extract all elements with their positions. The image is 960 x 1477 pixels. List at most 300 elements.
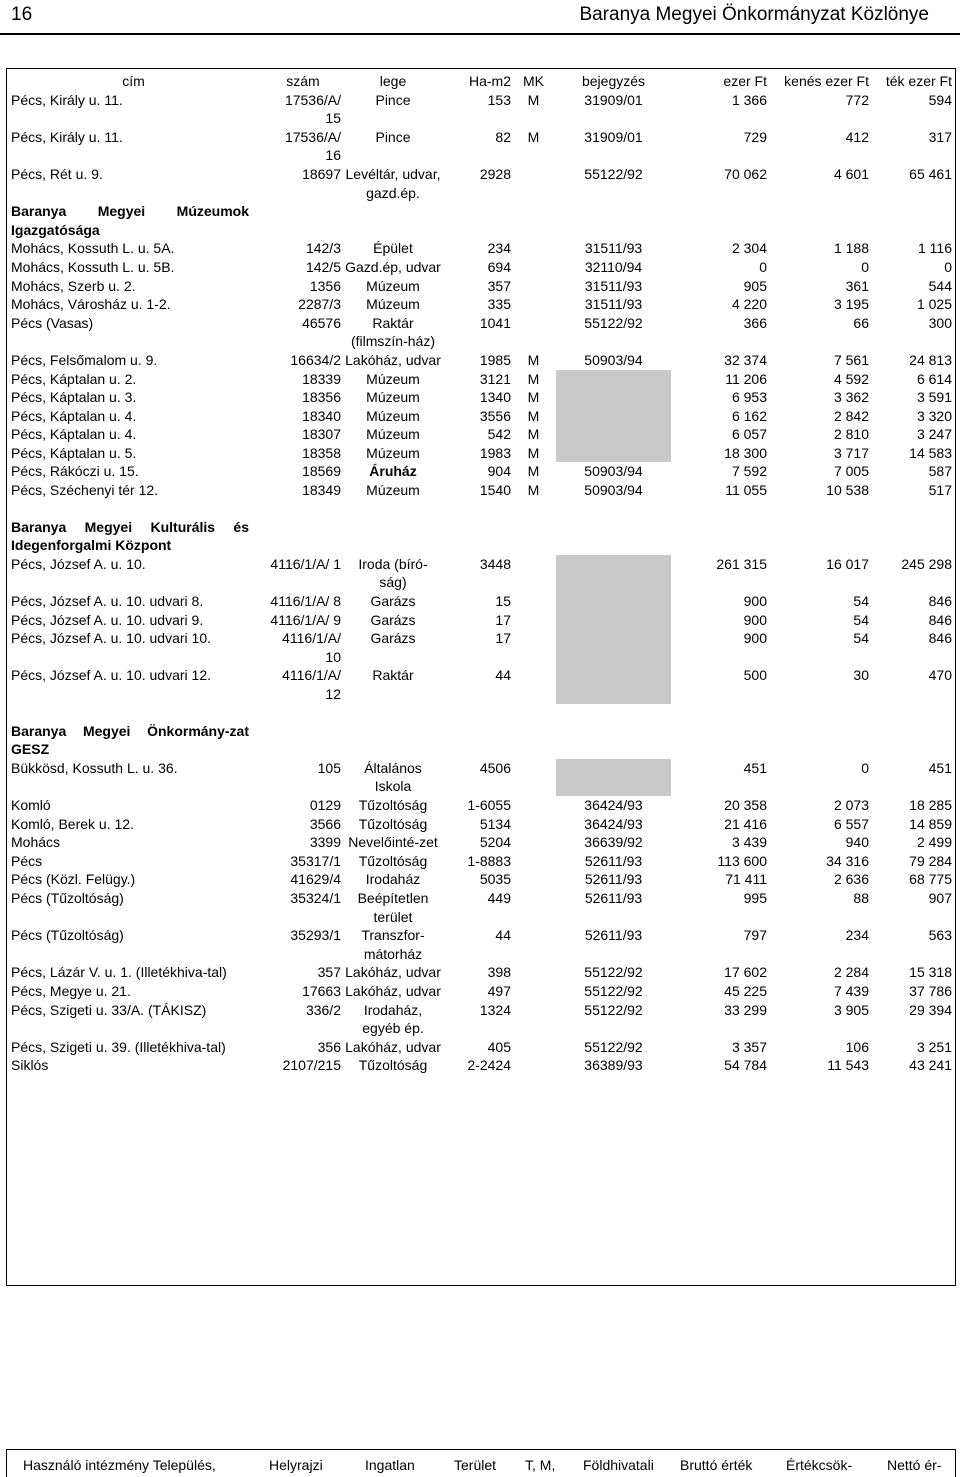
cell-szam: 356 bbox=[317, 1038, 341, 1055]
cell-ezer-ft: 0 bbox=[759, 258, 767, 275]
table-row bbox=[6, 759, 956, 796]
cell-szam: 18349 bbox=[302, 482, 341, 499]
cell-ezer-ft: 4 220 bbox=[731, 296, 767, 313]
empty-cell bbox=[671, 518, 771, 555]
cell-lege: Múzeum bbox=[366, 426, 420, 443]
cell-lege: Garázs bbox=[370, 593, 416, 610]
cell-lege: Gazd.ép, udvar bbox=[345, 258, 441, 275]
cell-mk bbox=[511, 982, 556, 1001]
cell-lege: Garázs bbox=[370, 611, 416, 628]
cell-tek: 37 786 bbox=[909, 982, 952, 999]
cell-mk bbox=[511, 963, 556, 982]
table-row bbox=[6, 833, 956, 852]
cell-ezer-ft: 2 304 bbox=[731, 240, 767, 257]
empty-cell bbox=[871, 722, 956, 759]
cell-ha-m2: 694 bbox=[487, 258, 511, 275]
cell-szam: 35324/1 bbox=[290, 889, 341, 906]
cell-lege: Garázs bbox=[370, 630, 416, 647]
cell-ha-m2: 5204 bbox=[479, 834, 511, 851]
cell-ezer-ft: 70 062 bbox=[724, 165, 767, 182]
cell-tek: 594 bbox=[928, 91, 952, 108]
cell-bejegyzes: 50903/94 bbox=[584, 463, 643, 480]
table-row bbox=[6, 1056, 956, 1075]
cell-bejegyzes bbox=[556, 629, 671, 666]
cell-szam: 18697 bbox=[302, 165, 341, 182]
empty-cell bbox=[871, 518, 956, 555]
cell-szam: 18307 bbox=[302, 426, 341, 443]
cell-ezer-ft: 729 bbox=[743, 128, 767, 145]
cell-bejegyzes: 36639/92 bbox=[584, 834, 643, 851]
cell-mk bbox=[511, 555, 556, 592]
cell-ezer-ft: 905 bbox=[743, 277, 767, 294]
cell-ha-m2: 5134 bbox=[479, 815, 511, 832]
cell-bejegyzes: 55122/92 bbox=[584, 964, 643, 981]
cell-ezer-ft: 6 162 bbox=[731, 407, 767, 424]
cell-cim: Pécs, Káptalan u. 5. bbox=[11, 444, 137, 461]
cell-ha-m2: 3121 bbox=[479, 370, 511, 387]
cell-szam: 3566 bbox=[309, 815, 341, 832]
section-heading-text: Baranya Megyei Önkormány-zat GESZ bbox=[11, 722, 249, 758]
empty-cell bbox=[345, 202, 441, 239]
cell-kenes: 2 073 bbox=[833, 796, 869, 813]
table-row bbox=[6, 314, 956, 351]
cell-ha-m2: 153 bbox=[487, 91, 511, 108]
footer-label: Helyrajzi bbox=[269, 1457, 323, 1473]
table-row bbox=[6, 796, 956, 815]
cell-cim: Pécs, Széchenyi tér 12. bbox=[11, 482, 159, 499]
section-heading bbox=[6, 518, 261, 555]
cell-lege: Raktár (filmszín-ház) bbox=[350, 314, 435, 350]
cell-ha-m2: 15 bbox=[495, 593, 511, 610]
cell-cim: Mohács, Kossuth L. u. 5A. bbox=[11, 240, 175, 257]
cell-bejegyzes: 52611/93 bbox=[584, 927, 643, 944]
cell-kenes: 1 188 bbox=[833, 240, 869, 257]
cell-cim: Pécs (Tűzoltóság) bbox=[11, 927, 124, 944]
cell-ha-m2: 1983 bbox=[479, 444, 511, 461]
cell-kenes: 3 905 bbox=[833, 1001, 869, 1018]
cell-kenes: 2 810 bbox=[833, 426, 869, 443]
cell-lege: Épület bbox=[373, 240, 413, 257]
cell-kenes: 0 bbox=[861, 258, 869, 275]
cell-tek: 6 614 bbox=[916, 370, 952, 387]
cell-mk: M bbox=[527, 407, 540, 424]
empty-cell bbox=[441, 518, 511, 555]
cell-mk bbox=[511, 815, 556, 834]
cell-kenes: 66 bbox=[853, 314, 869, 331]
table-row bbox=[6, 407, 956, 426]
cell-ha-m2: 449 bbox=[487, 889, 511, 906]
table-row bbox=[6, 815, 956, 834]
section-heading-text: Baranya Megyei Kulturális és Idegenforgalmi Központ bbox=[11, 518, 249, 554]
cell-szam: 41629/4 bbox=[290, 871, 341, 888]
cell-cim: Komló bbox=[11, 796, 51, 813]
section-heading bbox=[6, 202, 261, 239]
cell-szam: 4116/1/A/ 12 bbox=[282, 667, 341, 702]
spacer-row bbox=[6, 704, 956, 722]
cell-cim: Pécs, József A. u. 10. bbox=[11, 555, 146, 572]
section-heading-row bbox=[6, 518, 956, 555]
cell-mk bbox=[511, 1001, 556, 1038]
cell-mk bbox=[511, 258, 556, 277]
empty-cell bbox=[261, 202, 345, 239]
cell-kenes: 3 195 bbox=[833, 296, 869, 313]
section-heading-text: Baranya Megyei Múzeumok Igazgatósága bbox=[11, 203, 249, 238]
cell-kenes: 88 bbox=[853, 889, 869, 906]
table-body bbox=[6, 91, 956, 1075]
cell-ezer-ft: 33 299 bbox=[724, 1001, 767, 1018]
cell-cim: Pécs, Király u. 11. bbox=[11, 91, 123, 108]
property-table bbox=[6, 72, 956, 1075]
cell-cim: Pécs, Megye u. 21. bbox=[11, 982, 131, 999]
cell-lege: Múzeum bbox=[366, 296, 420, 313]
cell-mk: M bbox=[527, 444, 540, 461]
cell-bejegyzes bbox=[556, 444, 671, 463]
cell-ha-m2: 2-2424 bbox=[467, 1057, 511, 1074]
header-rule bbox=[0, 33, 960, 35]
table-row bbox=[6, 165, 956, 202]
cell-ha-m2: 1324 bbox=[479, 1001, 511, 1018]
footer-label: Terület bbox=[454, 1457, 497, 1473]
cell-mk bbox=[511, 165, 556, 202]
page-number: 16 bbox=[11, 4, 33, 25]
cell-cim: Pécs, Felsőmalom u. 9. bbox=[11, 351, 158, 368]
cell-tek: 451 bbox=[928, 759, 952, 776]
cell-tek: 43 241 bbox=[909, 1057, 952, 1074]
cell-szam: 18356 bbox=[302, 389, 341, 406]
cell-cim: Pécs, Káptalan u. 3. bbox=[11, 389, 137, 406]
empty-cell bbox=[345, 722, 441, 759]
cell-kenes: 2 636 bbox=[833, 871, 869, 888]
cell-ha-m2: 234 bbox=[487, 240, 511, 257]
cell-szam: 46576 bbox=[302, 314, 341, 331]
table-row bbox=[6, 982, 956, 1001]
cell-szam: 1356 bbox=[309, 277, 341, 294]
cell-ezer-ft: 6 953 bbox=[731, 389, 767, 406]
table-row bbox=[6, 666, 956, 703]
table-row bbox=[6, 889, 956, 926]
footer-label: Értékcsök- bbox=[786, 1457, 853, 1473]
cell-cim bbox=[6, 1038, 261, 1057]
cell-ezer-ft: 18 300 bbox=[724, 444, 767, 461]
cell-lege: Múzeum bbox=[366, 370, 420, 387]
cell-tek: 907 bbox=[928, 889, 952, 906]
cell-bejegyzes: 31909/01 bbox=[584, 91, 643, 108]
cell-bejegyzes: 55122/92 bbox=[584, 314, 643, 331]
cell-tek: 1 025 bbox=[916, 296, 952, 313]
cell-lege: Beépítetlen terület bbox=[357, 889, 429, 925]
cell-lege: Irodaház bbox=[365, 871, 421, 888]
cell-kenes: 54 bbox=[853, 630, 869, 647]
cell-mk bbox=[511, 629, 556, 666]
cell-kenes: 7 439 bbox=[833, 982, 869, 999]
cell-mk: M bbox=[527, 389, 540, 406]
cell-ezer-ft: 6 057 bbox=[731, 426, 767, 443]
cell-szam: 4116/1/A/ 8 bbox=[270, 593, 341, 610]
cell-kenes: 34 316 bbox=[826, 852, 869, 869]
cell-lege: Lakóház, udvar bbox=[345, 982, 441, 999]
cell-tek: 1 116 bbox=[918, 240, 952, 257]
empty-cell bbox=[556, 202, 671, 239]
cell-ezer-ft: 20 358 bbox=[724, 796, 767, 813]
cell-kenes: 361 bbox=[845, 277, 869, 294]
cell-ha-m2: 904 bbox=[487, 463, 511, 480]
cell-kenes: 54 bbox=[853, 593, 869, 610]
cell-ezer-ft: 3 357 bbox=[731, 1038, 767, 1055]
cell-szam: 18339 bbox=[302, 370, 341, 387]
cell-tek: 3 247 bbox=[916, 426, 952, 443]
cell-lege: Iroda (bíró-ság) bbox=[358, 555, 428, 591]
table-row bbox=[6, 370, 956, 389]
cell-tek: 2 499 bbox=[916, 834, 952, 851]
cell-ezer-ft: 11 055 bbox=[725, 482, 767, 499]
table-row bbox=[6, 1038, 956, 1057]
cell-cim: Mohács, Kossuth L. u. 5B. bbox=[11, 258, 175, 275]
table-row bbox=[6, 555, 956, 592]
cell-lege: Levéltár, udvar, gazd.ép. bbox=[345, 165, 441, 201]
cell-cim: Pécs (Tűzoltóság) bbox=[11, 889, 124, 906]
empty-cell bbox=[671, 722, 771, 759]
cell-szam: 18340 bbox=[302, 407, 341, 424]
empty-cell bbox=[556, 518, 671, 555]
cell-bejegyzes: 52611/93 bbox=[584, 871, 643, 888]
cell-mk bbox=[511, 611, 556, 630]
cell-mk: M bbox=[527, 370, 540, 387]
cell-kenes: 106 bbox=[845, 1038, 869, 1055]
cell-cim: Siklós bbox=[11, 1057, 49, 1074]
table-row bbox=[6, 444, 956, 463]
cell-lege: Múzeum bbox=[366, 389, 420, 406]
footer-label: Ingatlan bbox=[365, 1457, 415, 1473]
cell-ha-m2: 335 bbox=[487, 296, 511, 313]
cell-mk: M bbox=[527, 351, 540, 368]
table-row bbox=[6, 425, 956, 444]
table-row bbox=[6, 277, 956, 296]
cell-ezer-ft: 261 315 bbox=[716, 555, 767, 572]
cell-cim: Pécs (Közl. Felügy.) bbox=[11, 871, 136, 888]
cell-bejegyzes: 55122/92 bbox=[584, 982, 643, 999]
cell-lege: Lakóház, udvar bbox=[345, 351, 441, 368]
cell-mk bbox=[511, 796, 556, 815]
table-row bbox=[6, 239, 956, 258]
cell-cim: Pécs, Káptalan u. 4. bbox=[11, 407, 137, 424]
cell-mk bbox=[511, 295, 556, 314]
cell-lege: Múzeum bbox=[366, 407, 420, 424]
table-row bbox=[6, 295, 956, 314]
cell-ha-m2: 357 bbox=[487, 277, 511, 294]
cell-ha-m2: 1-8883 bbox=[467, 852, 511, 869]
cell-mk: M bbox=[527, 482, 540, 499]
cell-mk bbox=[511, 277, 556, 296]
cell-kenes: 412 bbox=[845, 128, 869, 145]
cell-ha-m2: 1985 bbox=[479, 351, 511, 368]
cell-szam: 336/2 bbox=[305, 1001, 341, 1018]
cell-ezer-ft: 900 bbox=[743, 611, 767, 628]
cell-tek: 18 285 bbox=[909, 796, 952, 813]
cell-cim: Pécs, Király u. 11. bbox=[11, 128, 123, 145]
cell-ha-m2: 398 bbox=[487, 964, 511, 981]
cell-bejegyzes bbox=[556, 759, 671, 796]
table-row bbox=[6, 388, 956, 407]
cell-szam: 17663 bbox=[302, 982, 341, 999]
cell-ha-m2: 1-6055 bbox=[467, 796, 511, 813]
cell-lege: Nevelőinté-zet bbox=[348, 834, 438, 851]
spacer-cell bbox=[6, 704, 956, 722]
cell-ha-m2: 44 bbox=[495, 667, 511, 684]
cell-kenes: 940 bbox=[845, 834, 869, 851]
cell-bejegyzes: 52611/93 bbox=[584, 852, 643, 869]
table-header-row bbox=[6, 72, 956, 91]
cell-ezer-ft: 3 439 bbox=[731, 834, 767, 851]
cell-bejegyzes: 32110/94 bbox=[584, 258, 643, 275]
cell-tek: 14 583 bbox=[909, 444, 952, 461]
cell-ha-m2: 1340 bbox=[479, 389, 511, 406]
cell-szam: 105 bbox=[317, 759, 341, 776]
cell-szam: 3399 bbox=[309, 834, 341, 851]
cell-bejegyzes: 36389/93 bbox=[584, 1057, 643, 1074]
cell-bejegyzes bbox=[556, 555, 671, 592]
cell-szam: 142/3 bbox=[305, 240, 341, 257]
table-row bbox=[6, 91, 956, 128]
cell-bejegyzes: 55122/92 bbox=[584, 1038, 643, 1055]
section-heading-row bbox=[6, 722, 956, 759]
cell-lege: Tűzoltóság bbox=[358, 796, 428, 813]
col-header-ha: Ha-m2 bbox=[468, 73, 511, 89]
cell-mk bbox=[511, 239, 556, 258]
cell-bejegyzes bbox=[556, 407, 671, 426]
cell-kenes: 3 717 bbox=[833, 444, 869, 461]
publication-title: Baranya Megyei Önkormányzat Közlönye bbox=[579, 4, 929, 25]
empty-cell bbox=[771, 722, 871, 759]
cell-tek: 24 813 bbox=[909, 351, 952, 368]
cell-bejegyzes bbox=[556, 592, 671, 611]
cell-szam: 4116/1/A/ 9 bbox=[270, 611, 341, 628]
cell-szam: 18358 bbox=[302, 444, 341, 461]
cell-tek: 517 bbox=[928, 482, 952, 499]
cell-szam: 357 bbox=[317, 964, 341, 981]
cell-ha-m2: 542 bbox=[487, 426, 511, 443]
cell-bejegyzes: 36424/93 bbox=[584, 796, 643, 813]
col-header-cim: cím bbox=[122, 73, 145, 89]
empty-cell bbox=[511, 518, 556, 555]
col-header-lege: lege bbox=[379, 73, 407, 89]
table-row bbox=[6, 926, 956, 963]
cell-tek: 15 318 bbox=[909, 964, 952, 981]
cell-kenes: 11 543 bbox=[827, 1057, 869, 1074]
cell-ha-m2: 44 bbox=[495, 927, 511, 944]
footer-label: Használó intézmény Település, bbox=[23, 1457, 216, 1473]
cell-bejegyzes bbox=[556, 370, 671, 389]
empty-cell bbox=[261, 518, 345, 555]
cim-text: Pécs, Szigeti u. 39. (Illetékhiva-tal) bbox=[11, 1038, 226, 1055]
cell-kenes: 4 592 bbox=[833, 370, 869, 387]
cell-ha-m2: 17 bbox=[495, 630, 511, 647]
cell-szam: 4116/1/A/ 10 bbox=[282, 630, 341, 665]
empty-cell bbox=[441, 202, 511, 239]
cell-lege: Általános Iskola bbox=[364, 759, 422, 795]
cell-cim: Pécs, Káptalan u. 2. bbox=[11, 370, 137, 387]
cell-szam: 17536/A/ 16 bbox=[284, 128, 341, 164]
cell-kenes: 30 bbox=[853, 667, 869, 684]
cell-szam: 142/5 bbox=[305, 258, 341, 275]
cim-text: Pécs, Lázár V. u. 1. (Illetékhiva-tal) bbox=[11, 964, 227, 981]
cell-tek: 846 bbox=[928, 593, 952, 610]
cell-tek: 587 bbox=[928, 463, 952, 480]
cell-ezer-ft: 1 366 bbox=[731, 91, 767, 108]
cell-mk bbox=[511, 926, 556, 963]
cell-kenes: 7 005 bbox=[833, 463, 869, 480]
table-row bbox=[6, 481, 956, 500]
cell-kenes: 4 601 bbox=[833, 165, 869, 182]
cell-kenes: 772 bbox=[845, 91, 869, 108]
cell-ezer-ft: 900 bbox=[743, 630, 767, 647]
table-row bbox=[6, 852, 956, 871]
cell-lege: Pince bbox=[375, 128, 411, 145]
cell-bejegyzes: 55122/92 bbox=[584, 165, 643, 182]
col-header-mk: MK bbox=[523, 73, 544, 89]
cell-mk bbox=[511, 592, 556, 611]
cell-cim: Mohács, Városház u. 1-2. bbox=[11, 296, 171, 313]
empty-cell bbox=[771, 518, 871, 555]
cell-ezer-ft: 11 206 bbox=[725, 370, 767, 387]
empty-cell bbox=[771, 202, 871, 239]
empty-cell bbox=[511, 722, 556, 759]
cell-tek: 0 bbox=[944, 258, 952, 275]
cell-szam: 2287/3 bbox=[298, 296, 341, 313]
col-header-kenes: kenés ezer Ft bbox=[784, 73, 869, 89]
column-legend-footer bbox=[6, 1449, 956, 1477]
cell-bejegyzes bbox=[556, 388, 671, 407]
cell-tek: 29 394 bbox=[909, 1001, 952, 1018]
cell-bejegyzes: 31511/93 bbox=[584, 277, 643, 294]
cell-mk bbox=[511, 889, 556, 926]
cell-szam: 16634/2 bbox=[290, 351, 341, 368]
cell-cim: Mohács bbox=[11, 834, 61, 851]
empty-cell bbox=[261, 722, 345, 759]
cell-ha-m2: 5035 bbox=[479, 871, 511, 888]
empty-cell bbox=[871, 202, 956, 239]
cell-ha-m2: 497 bbox=[487, 982, 511, 999]
cell-mk bbox=[511, 852, 556, 871]
cell-bejegyzes: 50903/94 bbox=[584, 482, 643, 499]
cell-lege: Transzfor-mátorház bbox=[361, 927, 425, 962]
cell-kenes: 2 842 bbox=[833, 407, 869, 424]
cell-lege: Áruház bbox=[369, 463, 417, 480]
cell-lege: Tűzoltóság bbox=[358, 1057, 428, 1074]
cell-cim: Pécs, József A. u. 10. udvari 10. bbox=[11, 630, 211, 647]
cell-bejegyzes bbox=[556, 425, 671, 444]
cell-ezer-ft: 113 600 bbox=[717, 852, 767, 869]
section-heading-row bbox=[6, 202, 956, 239]
cell-mk: M bbox=[527, 91, 540, 108]
footer-label: Bruttó érték bbox=[680, 1457, 753, 1473]
cell-tek: 317 bbox=[928, 128, 952, 145]
cell-mk bbox=[511, 1056, 556, 1075]
cell-ezer-ft: 900 bbox=[743, 593, 767, 610]
cell-mk: M bbox=[527, 128, 540, 145]
cell-kenes: 234 bbox=[845, 927, 869, 944]
cell-ezer-ft: 500 bbox=[743, 667, 767, 684]
footer-label: Nettó ér- bbox=[887, 1457, 942, 1473]
cell-bejegyzes bbox=[556, 611, 671, 630]
empty-cell bbox=[345, 518, 441, 555]
cell-tek: 544 bbox=[928, 277, 952, 294]
cell-bejegyzes: 36424/93 bbox=[584, 815, 643, 832]
table-row bbox=[6, 1001, 956, 1038]
spacer-row bbox=[6, 500, 956, 518]
empty-cell bbox=[441, 722, 511, 759]
cell-ezer-ft: 45 225 bbox=[724, 982, 767, 999]
cell-mk bbox=[511, 1038, 556, 1057]
